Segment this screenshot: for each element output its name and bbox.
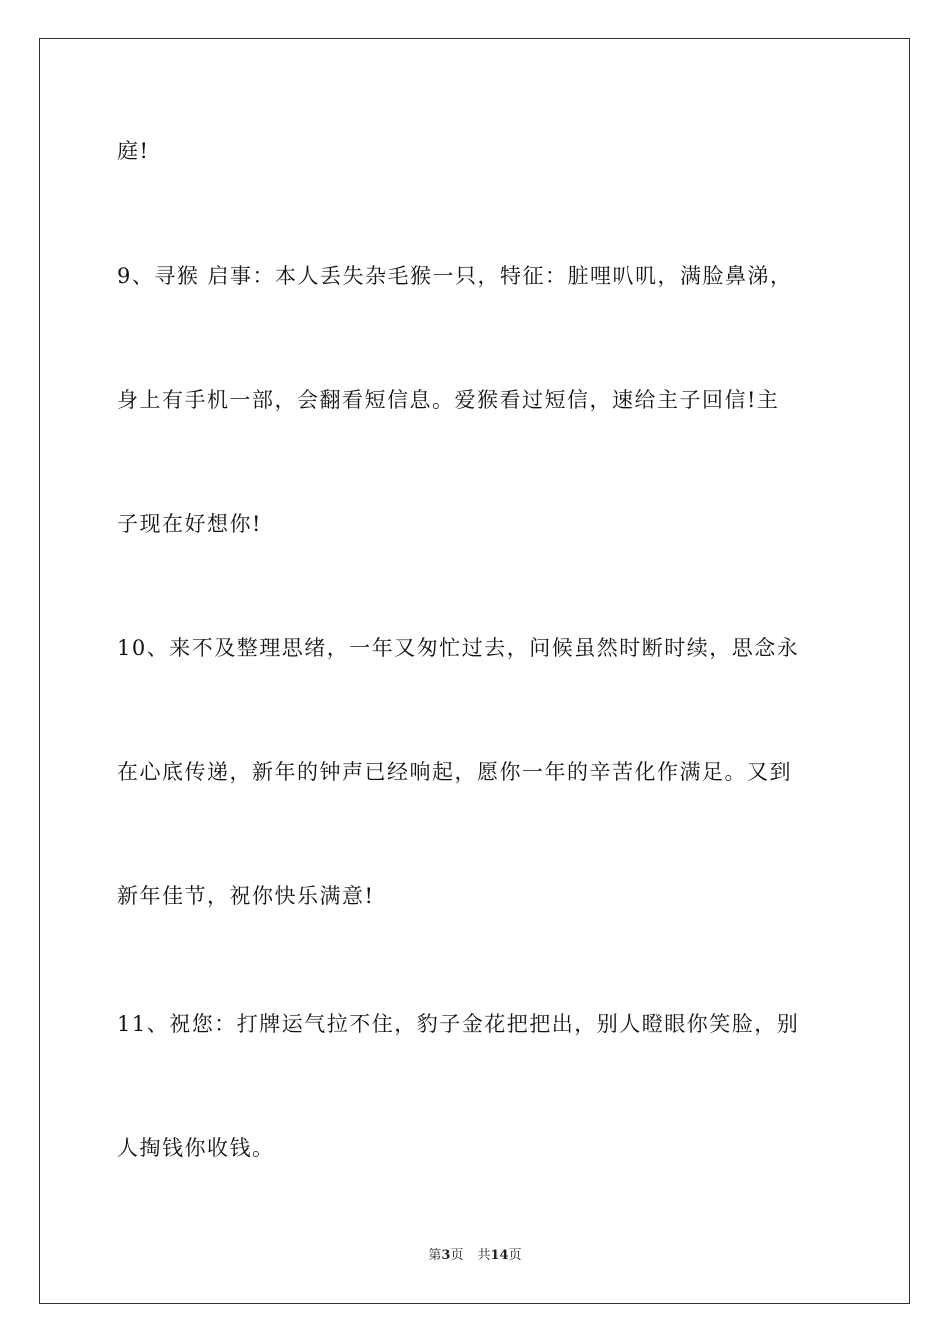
page-border <box>39 38 910 1304</box>
page-number-prefix: 第 <box>428 1248 442 1263</box>
page-number-current: 3 <box>441 1248 451 1263</box>
text-line-8: 11、祝您：打牌运气拉不住，豹子金花把把出，别人瞪眼你笑脸，别 <box>117 1012 800 1036</box>
text-line-2: 9、寻猴 启事：本人丢失杂毛猴一只，特征：脏哩叭叽，满脸鼻涕， <box>117 264 793 288</box>
text-line-7: 新年佳节，祝你快乐满意! <box>117 884 375 908</box>
text-line-9: 人掏钱你收钱。 <box>117 1136 275 1160</box>
text-line-5: 10、来不及整理思绪，一年又匆忙过去，问候虽然时断时续，思念永 <box>117 636 800 660</box>
page-total-prefix: 共 <box>477 1248 491 1263</box>
page-total-count: 14 <box>490 1248 509 1263</box>
text-line-6: 在心底传递，新年的钟声已经响起，愿你一年的辛苦化作满足。又到 <box>117 760 792 784</box>
text-line-1: 庭! <box>117 139 150 163</box>
text-line-3: 身上有手机一部，会翻看短信息。爱猴看过短信，速给主子回信!主 <box>117 388 780 412</box>
page-number-suffix: 页 <box>450 1248 464 1263</box>
page-footer <box>0 1247 950 1265</box>
page-total-suffix: 页 <box>508 1248 522 1263</box>
text-line-4: 子现在好想你! <box>117 512 262 536</box>
